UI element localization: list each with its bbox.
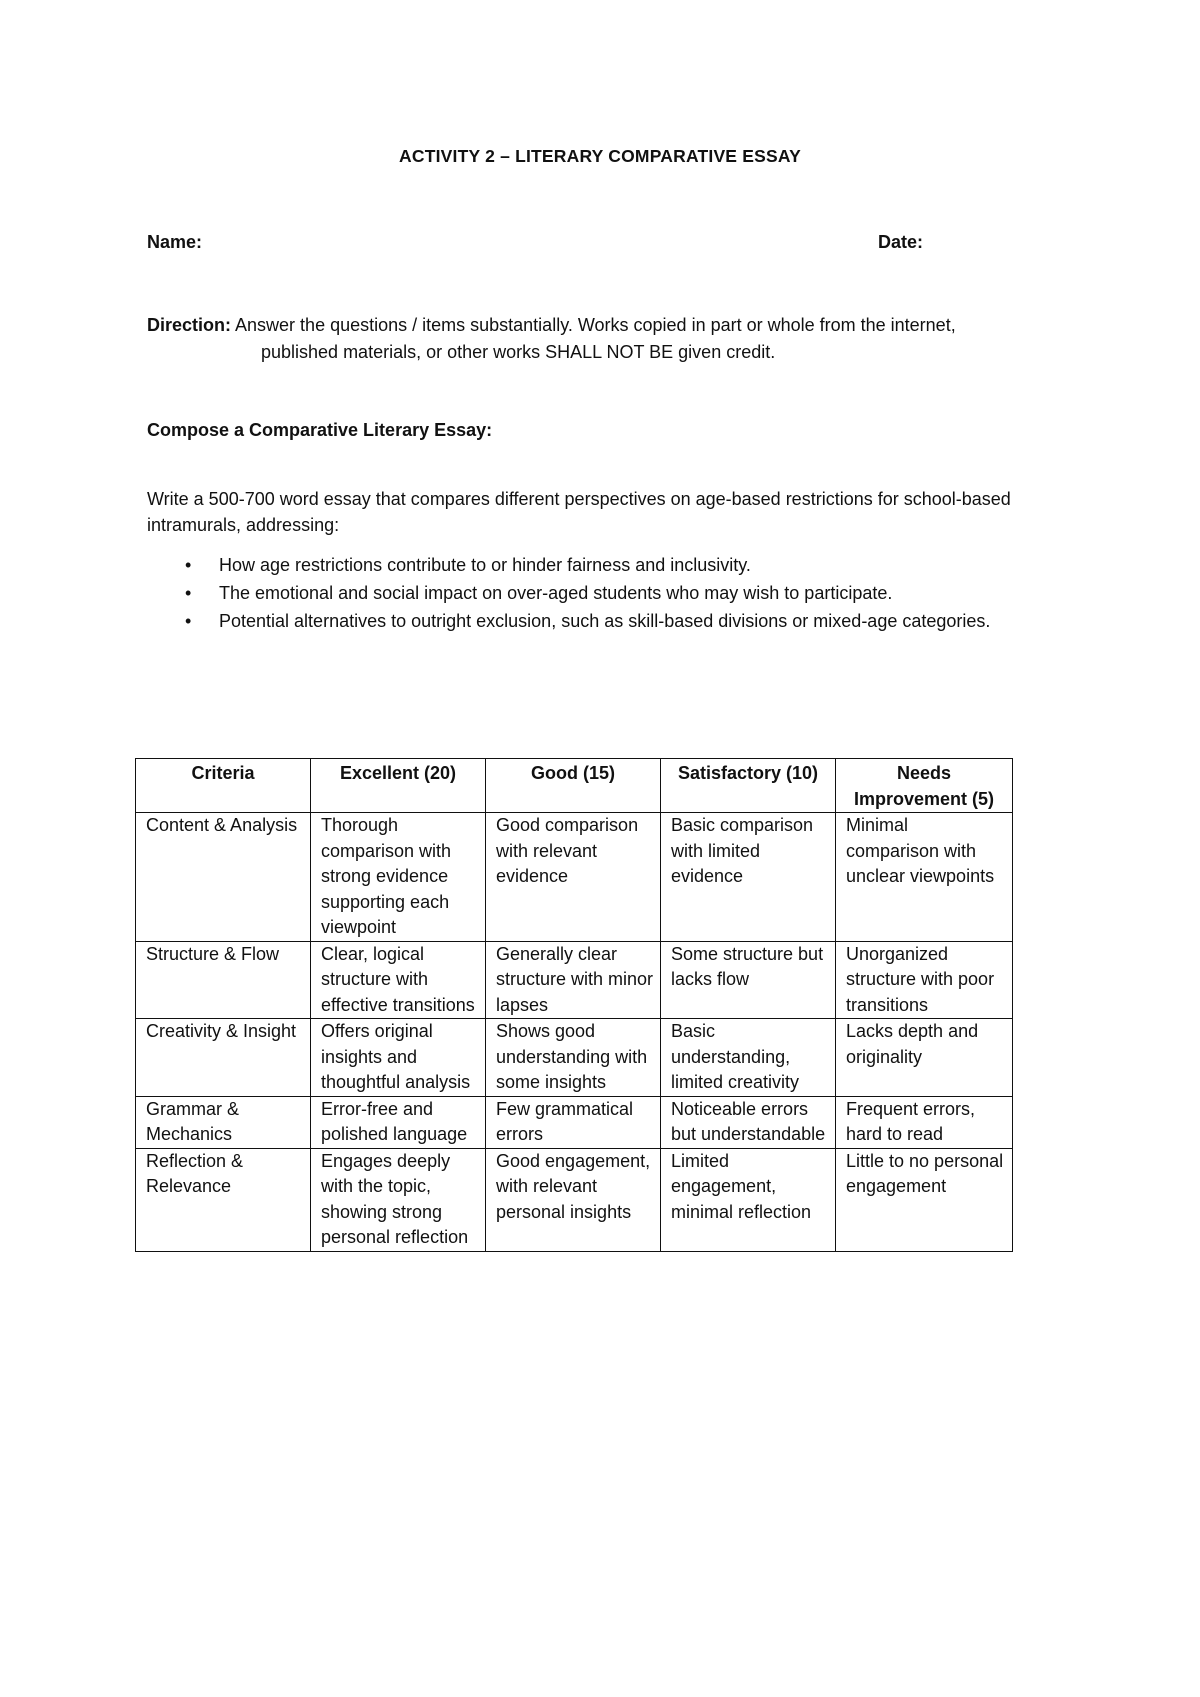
column-header: Good (15) — [486, 759, 661, 813]
table-row — [136, 813, 1013, 942]
column-header: Satisfactory (10) — [661, 759, 836, 813]
column-header: Needs Improvement (5) — [836, 759, 1013, 813]
bullet-icon: • — [185, 611, 192, 631]
page-title: ACTIVITY 2 – LITERARY COMPARATIVE ESSAY — [399, 146, 801, 166]
table-cell: Content & Analysis — [136, 813, 311, 942]
bullet-list — [147, 552, 1047, 636]
list-item — [147, 552, 1047, 578]
table-cell: Lacks depth and originality — [836, 1019, 1013, 1097]
list-item-text: How age restrictions contribute to or hinder fairness and inclusivity. — [219, 555, 751, 575]
direction-text-line1: Answer the questions / items substantially. Works copied in part or whole from the internet, — [235, 315, 956, 335]
table-cell: Shows good understanding with some insights — [486, 1019, 661, 1097]
column-header: Excellent (20) — [311, 759, 486, 813]
table-row — [136, 1148, 1013, 1251]
list-item-text: The emotional and social impact on over-aged students who may wish to participate. — [219, 583, 893, 603]
table-header-row — [136, 759, 1013, 813]
table-cell: Reflection & Relevance — [136, 1148, 311, 1251]
table-cell: Noticeable errors but understandable — [661, 1096, 836, 1148]
table-cell: Good comparison with relevant evidence — [486, 813, 661, 942]
list-item — [147, 580, 1047, 606]
rubric-table — [135, 758, 1013, 1252]
list-item-text: Potential alternatives to outright exclusion, such as skill-based divisions or mixed-age categories. — [219, 611, 991, 631]
table-cell: Generally clear structure with minor lapses — [486, 941, 661, 1019]
direction-label: Direction: — [147, 315, 232, 335]
list-item — [147, 608, 1047, 634]
table-cell: Thorough comparison with strong evidence supporting each viewpoint — [311, 813, 486, 942]
direction-text-line2: published materials, or other works SHALL NOT BE given credit. — [261, 342, 776, 362]
table-cell: Engages deeply with the topic, showing strong personal reflection — [311, 1148, 486, 1251]
table-cell: Offers original insights and thoughtful analysis — [311, 1019, 486, 1097]
table-row — [136, 941, 1013, 1019]
table-cell: Structure & Flow — [136, 941, 311, 1019]
table-cell: Basic comparison with limited evidence — [661, 813, 836, 942]
table-cell: Basic understanding, limited creativity — [661, 1019, 836, 1097]
table-row — [136, 1096, 1013, 1148]
table-cell: Few grammatical errors — [486, 1096, 661, 1148]
direction-paragraph — [147, 312, 1087, 366]
table-cell: Error-free and polished language — [311, 1096, 486, 1148]
table-cell: Clear, logical structure with effective transitions — [311, 941, 486, 1019]
table-cell: Little to no personal engagement — [836, 1148, 1013, 1251]
table-cell: Some structure but lacks flow — [661, 941, 836, 1019]
bullet-icon: • — [185, 583, 192, 603]
table-cell: Limited engagement, minimal reflection — [661, 1148, 836, 1251]
date-label: Date: — [878, 232, 924, 252]
column-header: Criteria — [136, 759, 311, 813]
bullet-icon: • — [185, 555, 192, 575]
table-row — [136, 1019, 1013, 1097]
table-cell: Minimal comparison with unclear viewpoints — [836, 813, 1013, 942]
table-cell: Grammar & Mechanics — [136, 1096, 311, 1148]
section-heading: Compose a Comparative Literary Essay: — [147, 420, 493, 440]
name-label: Name: — [147, 232, 203, 252]
table-cell: Unorganized structure with poor transitions — [836, 941, 1013, 1019]
table-cell: Good engagement, with relevant personal insights — [486, 1148, 661, 1251]
table-cell: Frequent errors, hard to read — [836, 1096, 1013, 1148]
table-cell: Creativity & Insight — [136, 1019, 311, 1097]
essay-prompt: Write a 500-700 word essay that compares different perspectives on age-based restrictions for school-based intramurals, addressing: — [147, 489, 1011, 535]
